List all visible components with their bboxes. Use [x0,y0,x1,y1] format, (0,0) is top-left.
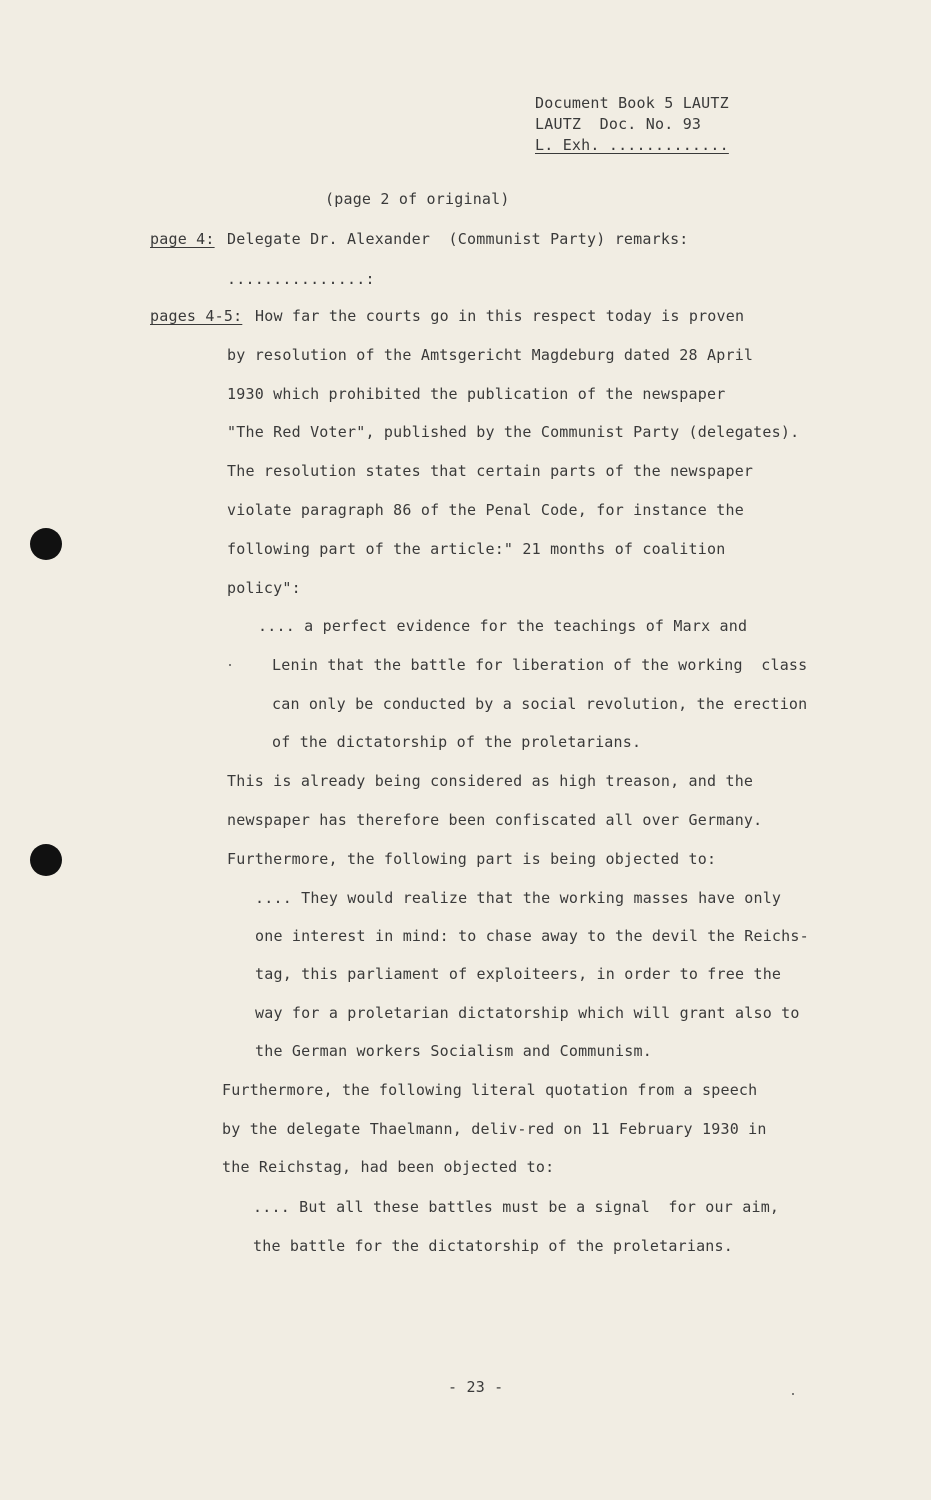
stray-mark [229,664,231,666]
body-line: violate paragraph 86 of the Penal Code, for instance the [227,501,744,519]
quote3-line: .... But all these battles must be a signal for our aim, [253,1198,780,1216]
quote1-line: of the dictatorship of the proletarians. [272,733,642,751]
quote2-line: .... They would realize that the working masses have only [255,889,782,907]
quote1-line: .... a perfect evidence for the teachings of Marx and [258,617,748,635]
stray-mark [792,1393,794,1395]
punch-hole-bottom [30,844,62,876]
body-line: newspaper has therefore been confiscated all over Germany. [227,811,763,829]
body-line: by resolution of the Amtsgericht Magdeburg dated 28 April [227,346,754,364]
quote1-line: Lenin that the battle for liberation of the working class [272,656,808,674]
quote2-line: tag, this parliament of exploiteers, in order to free the [255,965,782,983]
body-line: 1930 which prohibited the publication of the newspaper [227,385,726,403]
page-note: (page 2 of original) [325,190,510,208]
body-line: Furthermore, the following part is being objected to: [227,850,717,868]
header-doc-no: LAUTZ Doc. No. 93 [535,115,702,133]
section-text-page4: Delegate Dr. Alexander (Communist Party) remarks: [227,230,689,248]
quote2-line: way for a proletarian dictatorship which will grant also to [255,1004,800,1022]
header-doc-book: Document Book 5 LAUTZ [535,94,729,112]
ellipsis-line: ...............: [227,270,375,288]
quote2-line: one interest in mind: to chase away to the devil the Reichs- [255,927,809,945]
quote3-line: the battle for the dictatorship of the proletarians. [253,1237,733,1255]
body-line: Furthermore, the following literal quotation from a speech [222,1081,758,1099]
section-text-pages4-5: How far the courts go in this respect today is proven [255,307,745,325]
punch-hole-top [30,528,62,560]
body-line: "The Red Voter", published by the Communist Party (delegates). [227,423,800,441]
body-line: policy": [227,579,301,597]
body-line: by the delegate Thaelmann, deliv-red on 11 February 1930 in [222,1120,767,1138]
section-label-pages4-5: pages 4-5: [150,307,243,325]
body-line: following part of the article:" 21 months of coalition [227,540,726,558]
section-label-page4: page 4: [150,230,215,248]
header-exhibit: L. Exh. ............. [535,136,729,154]
body-line: This is already being considered as high treason, and the [227,772,754,790]
body-line: The resolution states that certain parts of the newspaper [227,462,754,480]
page-number: - 23 - [448,1378,504,1396]
quote1-line: can only be conducted by a social revolution, the erection [272,695,808,713]
quote2-line: the German workers Socialism and Communism. [255,1042,652,1060]
body-line: the Reichstag, had been objected to: [222,1158,555,1176]
